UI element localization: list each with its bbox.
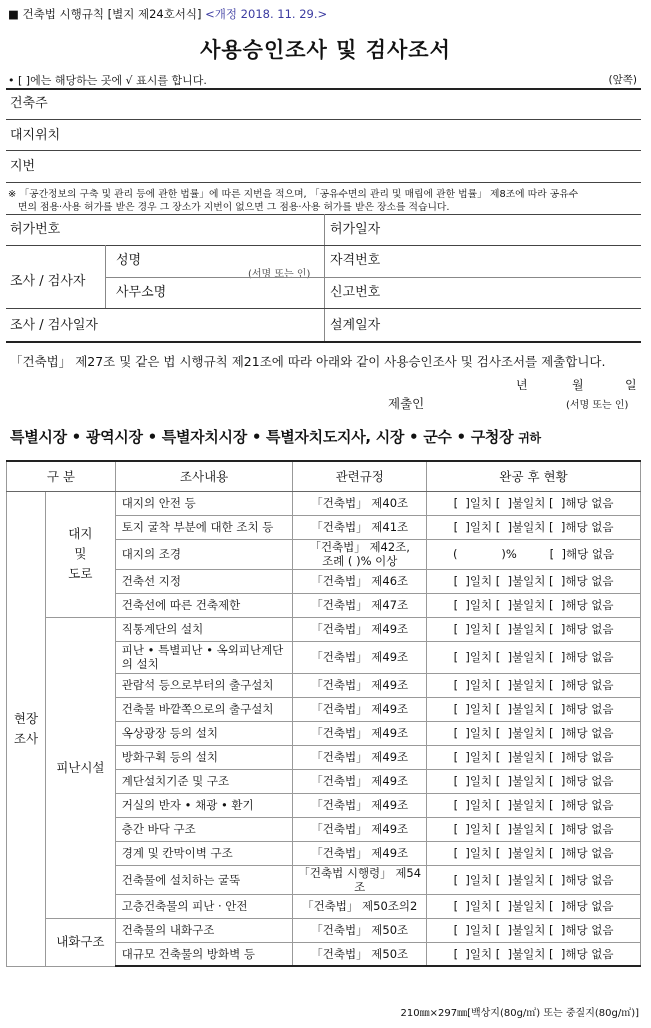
related-regulation: 「건축법」 제49조 [293,721,427,745]
group-site-inspection: 현장 조사 [7,491,46,966]
divider [105,277,641,278]
subgroup-evacuation-facilities: 피난시설 [45,617,115,918]
inspection-item: 옥상광장 등의 설치 [115,721,293,745]
divider [6,308,641,309]
status-checkboxes[interactable]: [ ]일치 [ ]불일치 [ ]해당 없음 [427,491,641,515]
declaration-text: 「건축법」 제27조 및 같은 법 시행규칙 제21조에 따라 아래와 같이 사용승인조사 및 검사조서를 제출합니다. [10,354,606,369]
table-row [7,491,641,515]
side-label: (앞쪽) [608,74,637,86]
inspection-table [6,460,641,967]
status-checkboxes[interactable]: [ ]일치 [ ]불일치 [ ]해당 없음 [427,641,641,673]
header-content: 조사내용 [115,461,293,491]
inspection-item: 방화구획 등의 설치 [115,745,293,769]
page-title: 사용승인조사 및 검사조서 [200,38,451,62]
license-number-label: 자격번호 [330,253,381,268]
related-regulation: 「건축법」 제42조, 조례 ( )% 이상 [293,539,427,569]
status-checkboxes[interactable]: [ ]일치 [ ]불일치 [ ]해당 없음 [427,593,641,617]
status-checkboxes[interactable]: [ ]일치 [ ]불일치 [ ]해당 없음 [427,745,641,769]
inspection-item: 대규모 건축물의 방화벽 등 [115,942,293,966]
inspection-item: 층간 바닥 구조 [115,817,293,841]
related-regulation: 「건축법」 제49조 [293,817,427,841]
report-number-label: 신고번호 [330,285,381,300]
lot-number-footnote: ※ 「공간정보의 구축 및 관리 등에 관한 법률」에 따른 지번을 적으며, 「공유수면의 관리 및 매립에 관한 법률」 제8조에 따라 공유수 면의 점용·사용 허가를 받은 경우 그 장소가 지번이 없으면 그 점용·사용 허가를 받은 장소를 적습니다. [8,189,579,213]
status-checkboxes[interactable]: ( )% [ ]해당 없음 [427,539,641,569]
inspection-item: 대지의 조경 [115,539,293,569]
table-row [7,918,641,942]
related-regulation: 「건축법 시행령」 제54조 [293,865,427,894]
office-name-label: 사무소명 [116,285,167,300]
related-regulation: 「건축법」 제49조 [293,745,427,769]
subgroup-fireproof-structure: 내화구조 [45,918,115,966]
divider [6,88,641,90]
related-regulation: 「건축법」 제49조 [293,841,427,865]
inspection-item: 건축물에 설치하는 굴뚝 [115,865,293,894]
status-checkboxes[interactable]: [ ]일치 [ ]불일치 [ ]해당 없음 [427,673,641,697]
related-regulation: 「건축법」 제49조 [293,641,427,673]
related-regulation: 「건축법」 제49조 [293,617,427,641]
status-checkboxes[interactable]: [ ]일치 [ ]불일치 [ ]해당 없음 [427,841,641,865]
inspection-item: 관람석 등으로부터의 출구설치 [115,673,293,697]
related-regulation: 「건축법」 제41조 [293,515,427,539]
permit-number-label: 허가번호 [10,222,61,237]
owner-field-label: 건축주 [10,96,48,111]
name-signature-note: (서명 또는 인) [248,269,311,280]
revision-date: <개정 2018. 11. 29.> [205,7,328,21]
date-year: 년 [516,378,528,392]
table-header-row [7,461,641,491]
status-checkboxes[interactable]: [ ]일치 [ ]불일치 [ ]해당 없음 [427,793,641,817]
date-day: 일 [625,378,637,392]
status-checkboxes[interactable]: [ ]일치 [ ]불일치 [ ]해당 없음 [427,918,641,942]
status-checkboxes[interactable]: [ ]일치 [ ]불일치 [ ]해당 없음 [427,515,641,539]
inspection-item: 건축물 바깥쪽으로의 출구설치 [115,697,293,721]
status-checkboxes[interactable]: [ ]일치 [ ]불일치 [ ]해당 없음 [427,569,641,593]
submitter-label: 제출인 [388,396,425,411]
inspection-item: 계단설치기준 및 구조 [115,769,293,793]
lot-number-field-label: 지번 [10,159,36,174]
site-location-field-label: 대지위치 [10,128,61,143]
status-checkboxes[interactable]: [ ]일치 [ ]불일치 [ ]해당 없음 [427,769,641,793]
inspection-item: 대지의 안전 등 [115,491,293,515]
related-regulation: 「건축법」 제50조 [293,942,427,966]
inspection-item: 피난 • 특별피난 • 옥외피난계단 의 설치 [115,641,293,673]
inspection-item: 거실의 반자 • 채광 • 환기 [115,793,293,817]
divider [6,245,641,246]
name-field-label: 성명 [116,253,142,268]
recipient: 특별시장 • 광역시장 • 특별자치시장 • 특별자치도지사, 시장 • 군수 • 구청장 귀하 [10,428,541,446]
inspection-item: 건축선에 따른 건축제한 [115,593,293,617]
submitter-signature-note: (서명 또는 인) [566,400,629,411]
check-note: • [ ]에는 해당하는 곳에 √ 표시를 합니다. [8,74,207,87]
related-regulation: 「건축법」 제49조 [293,793,427,817]
inspection-item: 경계 및 칸막이벽 구조 [115,841,293,865]
divider [6,150,641,151]
inspection-item: 고층건축물의 피난 · 안전 [115,894,293,918]
divider [6,182,641,183]
related-regulation: 「건축법」 제49조 [293,769,427,793]
inspection-item: 건축물의 내화구조 [115,918,293,942]
inspection-item: 토지 굴착 부분에 대한 조치 등 [115,515,293,539]
permit-date-label: 허가일자 [330,222,381,237]
related-regulation: 「건축법」 제46조 [293,569,427,593]
status-checkboxes[interactable]: [ ]일치 [ ]불일치 [ ]해당 없음 [427,894,641,918]
status-checkboxes[interactable]: [ ]일치 [ ]불일치 [ ]해당 없음 [427,942,641,966]
related-regulation: 「건축법」 제40조 [293,491,427,515]
status-checkboxes[interactable]: [ ]일치 [ ]불일치 [ ]해당 없음 [427,865,641,894]
form-reference: ■ 건축법 시행규칙 [별지 제24호서식] <개정 2018. 11. 29.> [8,7,328,21]
status-checkboxes[interactable]: [ ]일치 [ ]불일치 [ ]해당 없음 [427,817,641,841]
divider [6,119,641,120]
related-regulation: 「건축법」 제49조 [293,697,427,721]
divider [324,214,325,342]
table-row [7,617,641,641]
header-status: 완공 후 현황 [427,461,641,491]
related-regulation: 「건축법」 제49조 [293,673,427,697]
subgroup-site-and-road: 대지 및 도로 [45,491,115,617]
related-regulation: 「건축법」 제50조의2 [293,894,427,918]
date-month: 월 [572,378,584,392]
divider [6,341,641,343]
inspection-item: 직통계단의 설치 [115,617,293,641]
related-regulation: 「건축법」 제50조 [293,918,427,942]
status-checkboxes[interactable]: [ ]일치 [ ]불일치 [ ]해당 없음 [427,721,641,745]
inspection-item: 건축선 지정 [115,569,293,593]
design-date-label: 설계일자 [330,318,381,333]
status-checkboxes[interactable]: [ ]일치 [ ]불일치 [ ]해당 없음 [427,697,641,721]
header-regulation: 관련규정 [293,461,427,491]
header-category: 구 분 [7,461,116,491]
inspection-date-label: 조사 / 검사일자 [10,318,98,333]
related-regulation: 「건축법」 제47조 [293,593,427,617]
paper-spec: 210㎜×297㎜[백상지(80g/㎡) 또는 중질지(80g/㎡)] [400,1008,639,1019]
inspector-label: 조사 / 검사자 [10,274,86,289]
status-checkboxes[interactable]: [ ]일치 [ ]불일치 [ ]해당 없음 [427,617,641,641]
